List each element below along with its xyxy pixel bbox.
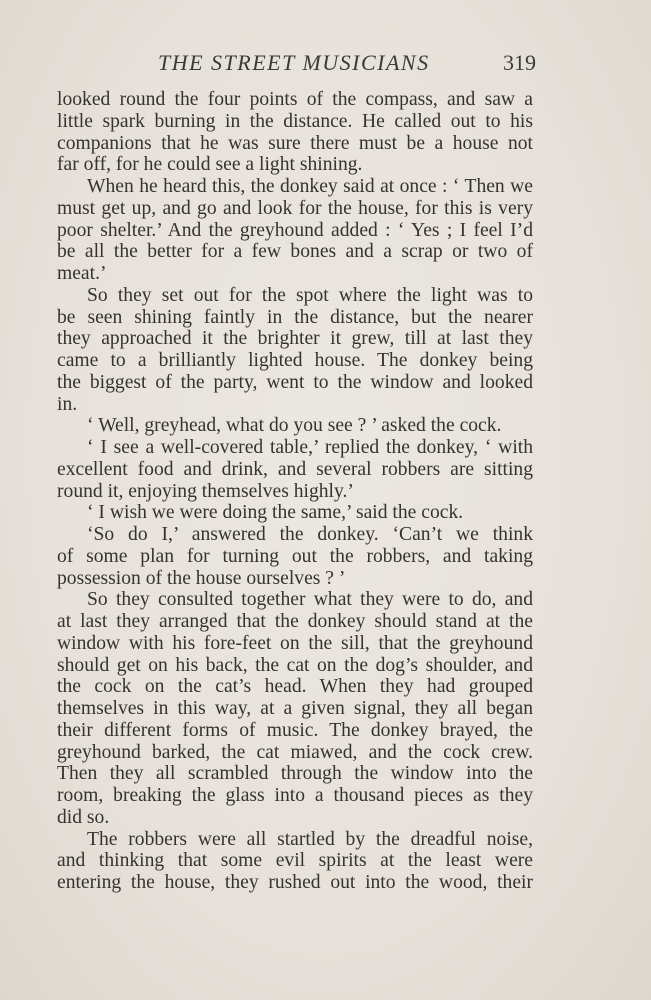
text-line: ‘ Well, greyhead, what do you see ? ’ asked the cock. [87,415,502,437]
text-line: Then they all scrambled through the window into the [57,763,533,785]
text-line: round it, enjoying themselves highly.’ [57,480,354,502]
running-title: THE STREET MUSICIANS [158,50,430,75]
text-line: When he heard this, the donkey said at once : ‘ Then we [87,176,533,197]
text-line: entering the house, they rushed out into the wood, their [57,872,533,893]
text-line: ‘ I see a well-covered table,’ replied the donkey, ‘ with [87,437,533,458]
text-line: ‘So do I,’ answered the donkey. ‘Can’t we think [87,524,533,545]
text-line: meat.’ [57,263,107,284]
body-text [57,89,533,894]
text-line: should get on his back, the cat on the dog’s shoulder, and [57,654,533,676]
text-line: be seen shining faintly in the distance, but the nearer [57,306,533,328]
text-line: at last they arranged that the donkey should stand at the [57,611,533,632]
text-line: the cock on the cat’s head. When they had grouped [57,676,533,698]
text-line: excellent food and drink, and several robbers are sitting [57,458,533,480]
text-line: ‘ I wish we were doing the same,’ said the cock. [87,502,464,524]
text-line: So they set out for the spot where the light was to [87,284,533,306]
text-line: window with his fore-feet on the sill, that the greyhound [57,632,533,654]
text-line: did so. [57,806,110,828]
text-line: their different forms of music. The donkey brayed, the [57,719,533,741]
text-line: must get up, and go and look for the house, for this is very [57,197,533,219]
text-line: of some plan for turning out the robbers, and taking [57,545,533,567]
text-line: companions that he was sure there must be a house not [57,132,533,154]
text-line: room, breaking the glass into a thousand pieces as they [57,785,533,806]
text-line: in. [57,393,78,415]
text-line: greyhound barked, the cat miawed, and the cock crew. [57,741,533,763]
text-line: came to a brilliantly lighted house. The donkey being [57,350,533,371]
text-line: little spark burning in the distance. He called out to his [57,110,533,132]
text-line: and thinking that some evil spirits at the least were [57,850,533,872]
text-line: be all the better for a few bones and a scrap or two of [57,241,533,263]
text-line: possession of the house ourselves ? ’ [57,567,346,589]
text-line: The robbers were all startled by the dreadful noise, [87,828,533,850]
text-line: themselves in this way, at a given signal, they all began [57,698,533,719]
text-line: So they consulted together what they were to do, and [87,589,533,611]
running-head [158,50,538,80]
text-line: the biggest of the party, went to the window and looked [57,371,533,393]
page-number: 319 [503,50,536,75]
text-line: they approached it the brighter it grew, till at last they [57,328,533,350]
text-line: looked round the four points of the compass, and saw a [57,89,533,110]
text-line: poor shelter.’ And the greyhound added : ‘ Yes ; I feel I’d [57,219,533,241]
text-line: far off, for he could see a light shining. [57,154,363,176]
